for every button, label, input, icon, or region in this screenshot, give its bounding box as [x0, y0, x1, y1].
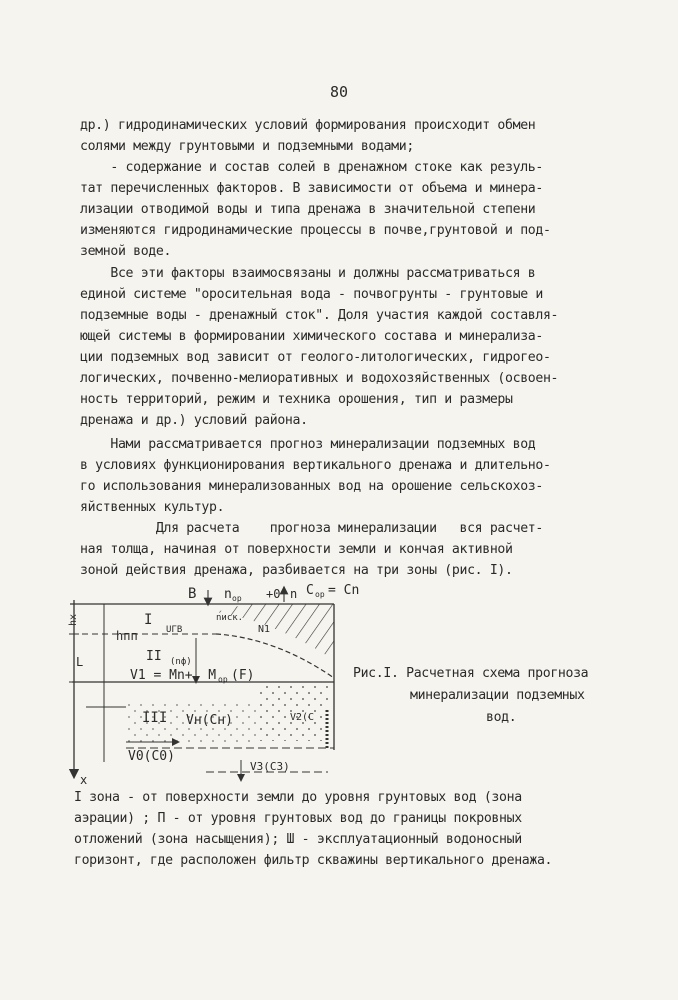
label-h-pp: hпп: [116, 629, 138, 643]
label-plus-zero: +0: [266, 587, 281, 601]
label-B: B: [188, 586, 197, 602]
text-line: Нами рассматривается прогноз минерализации подземных вод: [80, 437, 536, 452]
label-v1-tail: (F): [231, 668, 255, 683]
label-v1-sub: ор: [218, 675, 228, 684]
label-n-top: n: [290, 587, 298, 601]
text-line: дренажа и др.) условий района.: [80, 413, 308, 428]
label-v1-eq: V1 = Mn+, M: [130, 668, 217, 683]
figure-caption-line: минерализации подземных: [410, 688, 585, 703]
figure-caption-line: вод.: [486, 710, 517, 725]
text-line: солями между грунтовыми и подземными водами;: [80, 139, 414, 154]
text-line: тат перечисленных факторов. В зависимости от объема и минера-: [80, 181, 543, 196]
text-line: Для расчета прогноза минерализации вся расчет-: [80, 521, 543, 536]
text-line: логических, почвенно-мелиоративных и водохозяйственных (освоен-: [80, 371, 559, 386]
label-v0-c0: V0(C0): [128, 749, 175, 764]
text-line: го использования минерализованных вод на орошение сельскохоз-: [80, 479, 543, 494]
calculation-scheme-figure: [66, 582, 396, 792]
text-line: Все эти факторы взаимосвязаны и должны рассматриваться в: [80, 266, 536, 281]
label-c-op-sub: ор: [315, 590, 325, 599]
text-line: в условиях функционирования вертикального дренажа и длительно-: [80, 458, 551, 473]
text-line: горизонт, где расположен фильтр скважины вертикального дренажа.: [74, 853, 553, 868]
label-n-ph: (nф): [170, 657, 192, 667]
label-n-isk: nиск.: [216, 613, 244, 623]
text-line: земной воде.: [80, 244, 172, 259]
label-c-op: C: [306, 583, 314, 598]
label-v3-c3: V3(C3): [250, 760, 290, 773]
label-L: L: [76, 655, 84, 669]
text-line: яйственных культур.: [80, 500, 225, 515]
text-line: аэрации) ; П - от уровня грунтовых вод до границы покровных: [74, 811, 522, 826]
text-line: единой системе "оросительная вода - почвогрунты - грунтовые и: [80, 287, 543, 302]
label-zone-I: I: [144, 612, 153, 628]
label-zone-II: II: [146, 649, 162, 664]
text-line: зоной действия дренажа, разбивается на три зоны (рис. I).: [80, 563, 513, 578]
label-u-gv: UГВ: [166, 625, 183, 635]
label-c-op-rhs: = Cn: [328, 583, 360, 598]
text-line: ции подземных вод зависит от геолого-литологических, гидрогео-: [80, 350, 551, 365]
label-n-op: n: [224, 587, 232, 602]
label-n1: N1: [258, 624, 271, 635]
text-line: лизации отводимой воды и типа дренажа в значительной степени: [80, 202, 536, 217]
text-line: - содержание и состав солей в дренажном стоке как резуль-: [80, 160, 543, 175]
label-v2-c: V2(C: [290, 712, 315, 723]
text-line: подземные воды - дренажный сток". Доля участия каждой составля-: [80, 308, 559, 323]
text-line: ность территорий, режим и техника орошения, тип и размеры: [80, 392, 513, 407]
label-zone-III: III: [142, 710, 168, 726]
label-x: x: [80, 773, 88, 787]
text-line: ная толща, начиная от поверхности земли и кончая активной: [80, 542, 513, 557]
text-line: I зона - от поверхности земли до уровня грунтовых вод (зона: [74, 790, 522, 805]
text-line: др.) гидродинамических условий формирования происходит обмен: [80, 118, 536, 133]
text-line: изменяются гидродинамические процессы в почве,грунтовой и под-: [80, 223, 551, 238]
figure-caption-line: Рис.I. Расчетная схема прогноза: [353, 666, 589, 681]
label-vn-cn: Vн(Cн): [186, 713, 233, 728]
page-number: 80: [329, 83, 349, 101]
text-line: ющей системы в формировании химического состава и минерализа-: [80, 329, 543, 344]
label-hx: hx: [68, 613, 79, 626]
text-line: отложений (зона насыщения); Ш - эксплуатационный водоносный: [74, 832, 522, 847]
label-n-op-sub: ор: [232, 594, 242, 603]
